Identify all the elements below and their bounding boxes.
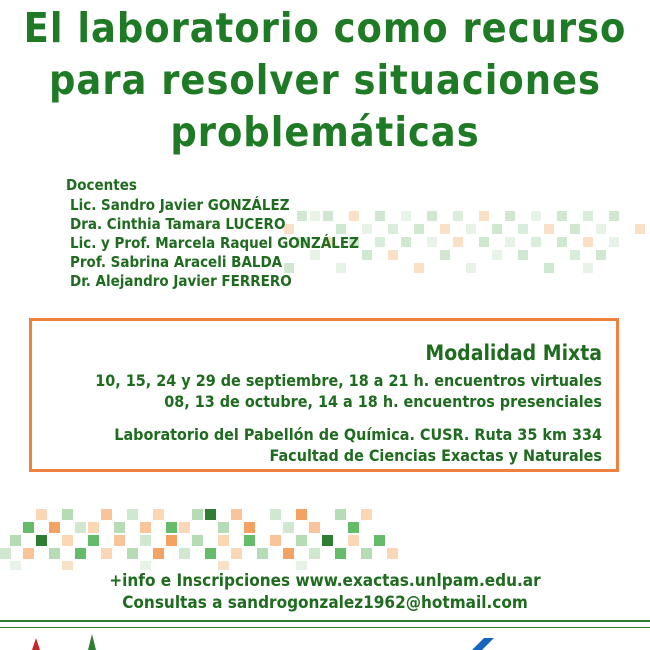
teacher-name: Lic. y Prof. Marcela Raquel GONZÁLEZ xyxy=(70,234,359,252)
faculty-logo-icon xyxy=(470,636,510,650)
teacher-name: Dra. Cinthia Tamara LUCERO xyxy=(70,215,286,233)
teacher-name: Dr. Alejandro Javier FERRERO xyxy=(70,272,292,290)
faculty: Facultad de Ciencias Exactas y Naturales xyxy=(269,446,602,465)
title-line-3: problemáticas xyxy=(170,108,480,156)
teachers-section xyxy=(66,176,359,291)
teachers-heading: Docentes xyxy=(66,176,137,194)
schedule-info-box xyxy=(29,318,619,472)
location: Laboratorio del Pabellón de Química. CUSR. Ruta 35 km 334 xyxy=(114,425,602,444)
presential-dates: 08, 13 de octubre, 14 a 18 h. encuentros presenciales xyxy=(164,392,602,411)
virtual-dates: 10, 15, 24 y 29 de septiembre, 18 a 21 h. encuentros virtuales xyxy=(95,371,602,390)
page-title xyxy=(0,2,650,158)
university-logo-icon xyxy=(26,630,106,650)
mosaic-bottom xyxy=(0,505,400,571)
teacher-name: Lic. Sandro Javier GONZÁLEZ xyxy=(70,196,290,214)
contact-email: Consultas a sandrogonzalez1962@hotmail.com xyxy=(122,593,528,613)
title-line-1: El laboratorio como recurso xyxy=(23,4,627,52)
footer-divider-top xyxy=(0,620,650,622)
title-line-2: para resolver situaciones xyxy=(49,56,601,104)
info-website: +info e Inscripciones www.exactas.unlpam.edu.ar xyxy=(109,571,541,591)
modality-heading: Modalidad Mixta xyxy=(425,341,602,365)
teacher-name: Prof. Sabrina Araceli BALDA xyxy=(70,253,283,271)
footer-divider-bottom xyxy=(0,627,650,628)
